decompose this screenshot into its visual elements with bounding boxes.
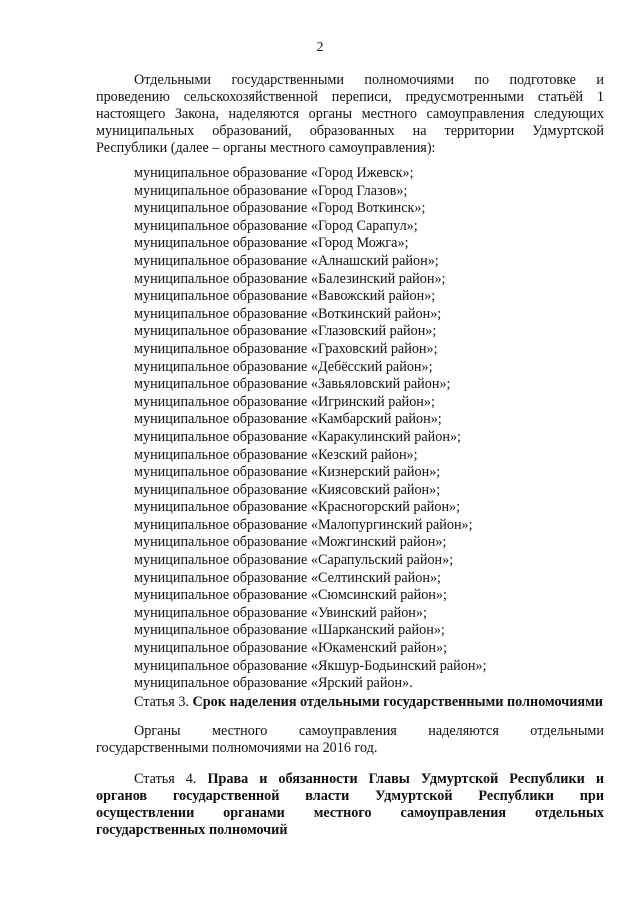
municipality-item: муниципальное образование «Балезинский район»; — [134, 270, 446, 287]
intro-line: проведению сельскохозяйственной переписи, предусмотренными статьёй 1 — [96, 89, 604, 105]
municipality-item: муниципальное образование «Город Сарапул»; — [134, 217, 418, 234]
article4-title-line: государственных полномочий — [96, 822, 288, 838]
intro-line: муниципальных образований, образованных на территории Удмуртской — [96, 123, 604, 139]
municipality-item: муниципальное образование «Можгинский район»; — [134, 534, 447, 551]
article4-title-line: осуществлении органами местного самоуправления отдельных — [96, 805, 604, 821]
article4-title-line: органов государственной власти Удмуртской Республики при — [96, 788, 604, 804]
intro-paragraph — [96, 72, 604, 157]
intro-line: Республики (далее – органы местного самоуправления): — [96, 140, 436, 156]
article3-body — [96, 723, 604, 757]
article3-label: Статья 3. — [134, 694, 189, 710]
municipality-item: муниципальное образование «Малопургинский район»; — [134, 516, 473, 533]
municipality-item: муниципальное образование «Город Можга»; — [134, 235, 409, 252]
article3-heading — [96, 694, 604, 711]
municipality-item: муниципальное образование «Город Ижевск»; — [134, 165, 414, 181]
municipality-item: муниципальное образование «Город Глазов»; — [134, 182, 408, 199]
municipality-item: муниципальное образование «Юкаменский район»; — [134, 640, 448, 657]
municipality-item: муниципальное образование «Сарапульский район»; — [134, 552, 454, 569]
municipality-item: муниципальное образование «Завьяловский район»; — [134, 376, 451, 393]
municipality-item: муниципальное образование «Глазовский район»; — [134, 323, 437, 340]
article3-body-line: Органы местного самоуправления наделяются отдельными — [134, 723, 604, 739]
municipality-item: муниципальное образование «Алнашский район»; — [134, 252, 439, 269]
municipality-item: муниципальное образование «Красногорский район»; — [134, 499, 461, 516]
intro-line: настоящего Закона, наделяются органы местного самоуправления следующих — [96, 106, 604, 122]
municipality-item: муниципальное образование «Камбарский район»; — [134, 411, 442, 428]
municipality-item: муниципальное образование «Воткинский район»; — [134, 305, 442, 322]
municipality-item: муниципальное образование «Каракулинский район»; — [134, 428, 461, 445]
page-number: 2 — [316, 40, 324, 55]
municipality-item: муниципальное образование «Граховский район»; — [134, 340, 438, 357]
municipality-list — [134, 165, 486, 693]
municipality-item: муниципальное образование «Дебёсский район»; — [134, 358, 433, 375]
article4-label: Статья 4. — [134, 771, 197, 787]
municipality-item: муниципальное образование «Кизнерский район»; — [134, 464, 441, 481]
article4-heading — [96, 771, 604, 839]
municipality-item: муниципальное образование «Ярский район». — [134, 675, 413, 692]
municipality-item: муниципальное образование «Сюмсинский район»; — [134, 587, 447, 604]
municipality-item: муниципальное образование «Игринский район»; — [134, 393, 435, 410]
municipality-item: муниципальное образование «Город Воткинск»; — [134, 200, 426, 217]
municipality-item: муниципальное образование «Вавожский район»; — [134, 288, 436, 305]
municipality-item: муниципальное образование «Кезский район»; — [134, 446, 418, 463]
article3-body-line: государственными полномочиями на 2016 год. — [96, 740, 378, 756]
municipality-item: муниципальное образование «Шарканский район»; — [134, 622, 445, 639]
municipality-item: муниципальное образование «Якшур-Бодьинский район»; — [134, 657, 487, 674]
intro-line: Отдельными государственными полномочиями по подготовке и — [134, 72, 604, 88]
article3-title: Срок наделения отдельными государственными полномочиями — [192, 694, 603, 710]
article4-title-line: Права и обязанности Главы Удмуртской Республики и — [207, 771, 604, 787]
municipality-item: муниципальное образование «Селтинский район»; — [134, 569, 441, 586]
municipality-item: муниципальное образование «Киясовский район»; — [134, 481, 441, 498]
municipality-item: муниципальное образование «Увинский район»; — [134, 604, 427, 621]
